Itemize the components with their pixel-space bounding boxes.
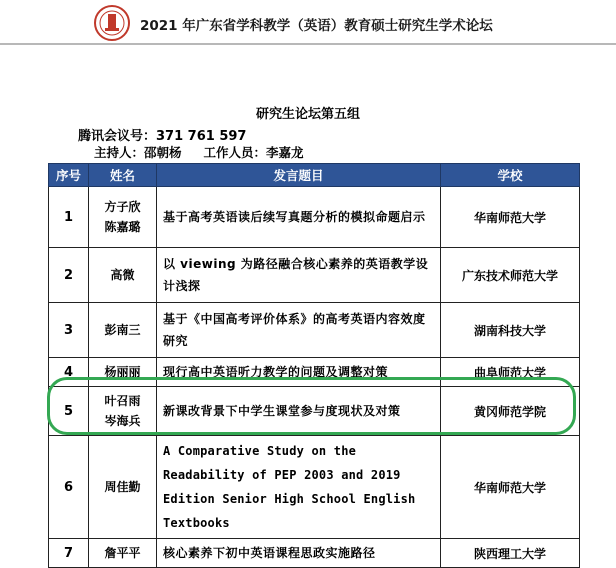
table-header-row [49, 164, 580, 187]
page-title: 2021 年广东省学科教学（英语）教育硕士研究生学术论坛 [140, 18, 493, 34]
staff-label: 工作人员：李嘉龙 [203, 145, 304, 160]
row-number: 4 [49, 358, 89, 387]
speaker-name: 方子欣 [104, 200, 141, 214]
speaker-names [89, 436, 157, 539]
row-number: 3 [49, 303, 89, 358]
row-number: 5 [49, 387, 89, 436]
header-divider [0, 43, 616, 45]
talk-topic: 新课改背景下中学生课堂参与度现状及对策 [157, 387, 441, 436]
table-row [49, 358, 580, 387]
university-seal-icon [93, 4, 131, 42]
speaker-name: 詹平平 [104, 546, 141, 560]
school-name: 华南师范大学 [441, 436, 580, 539]
row-number: 7 [49, 539, 89, 568]
table-row [49, 539, 580, 568]
group-title: 研究生论坛第五组 [255, 107, 360, 122]
school-name: 黄冈师范学院 [441, 387, 580, 436]
speaker-names [89, 539, 157, 568]
speaker-name: 彭南三 [104, 323, 141, 337]
speaker-names [89, 387, 157, 436]
table-row [49, 387, 580, 436]
speaker-names [89, 248, 157, 303]
school-name: 华南师范大学 [441, 187, 580, 248]
column-header-topic: 发言题目 [157, 164, 441, 187]
talk-topic: A Comparative Study on the Readability of PEP 2003 and 2019 Edition Senior High School English Textbooks [157, 436, 441, 539]
table-row [49, 248, 580, 303]
school-name: 陕西理工大学 [441, 539, 580, 568]
speaker-name: 高微 [110, 268, 135, 282]
table-row [49, 303, 580, 358]
speaker-name: 周佳勤 [104, 480, 141, 494]
school-name: 曲阜师范大学 [441, 358, 580, 387]
talk-topic: 基于《中国高考评价体系》的高考英语内容效度研究 [157, 303, 441, 358]
speaker-name: 叶召雨 [104, 394, 141, 408]
talk-topic: 基于高考英语读后续写真题分析的模拟命题启示 [157, 187, 441, 248]
speaker-name: 陈嘉璐 [104, 220, 141, 234]
school-name: 湖南科技大学 [441, 303, 580, 358]
row-number: 2 [49, 248, 89, 303]
host-info [94, 143, 304, 161]
row-number: 6 [49, 436, 89, 539]
talk-topic: 现行高中英语听力教学的问题及调整对策 [157, 358, 441, 387]
schedule-table [48, 163, 580, 568]
speaker-name: 岑海兵 [104, 414, 141, 428]
talk-topic: 以 viewing 为路径融合核心素养的英语教学设计浅探 [157, 248, 441, 303]
speaker-names [89, 358, 157, 387]
column-header-name: 姓名 [89, 164, 157, 187]
table-row [49, 436, 580, 539]
talk-topic: 核心素养下初中英语课程思政实施路径 [157, 539, 441, 568]
table-row [49, 187, 580, 248]
host-label: 主持人：邵朝杨 [94, 145, 182, 160]
speaker-name: 杨丽丽 [104, 365, 141, 379]
column-header-school: 学校 [441, 164, 580, 187]
row-number: 1 [49, 187, 89, 248]
page-header [0, 0, 616, 46]
speaker-names [89, 187, 157, 248]
speaker-names [89, 303, 157, 358]
meeting-id: 腾讯会议号：371 761 597 [78, 129, 247, 144]
column-header-number: 序号 [49, 164, 89, 187]
school-name: 广东技术师范大学 [441, 248, 580, 303]
